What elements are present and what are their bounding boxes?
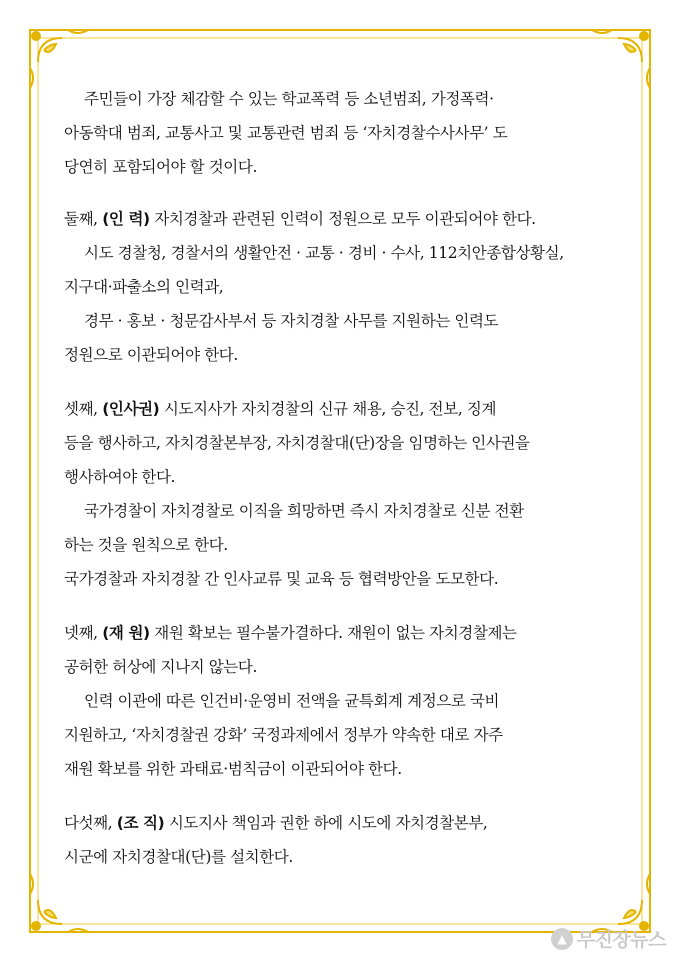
body-line: 자치경찰과 관련된 인력이 정원으로 모두 이관되어야 한다. [149, 210, 536, 228]
watermark [551, 925, 666, 952]
body-line: 시도지사 책임과 권한 하에 시도에 자치경찰본부, [164, 814, 488, 832]
section-heading-line [64, 622, 517, 644]
body-line: 정원으로 이관되어야 한다. [64, 346, 238, 364]
corner-ornament-top-left [30, 30, 88, 88]
section-heading: (인 력) [102, 210, 150, 228]
corner-ornament-top-right [592, 30, 650, 88]
section-heading: (조 직) [116, 814, 165, 832]
body-line: 시군에 자치경찰대(단)를 설치한다. [64, 848, 293, 866]
section-heading-line [64, 812, 487, 834]
section-heading: (인사권) [102, 400, 160, 418]
section-ordinal: 둘째, [64, 210, 103, 228]
body-line: 재원 확보를 위한 과태료·범칙금이 이관되어야 한다. [64, 760, 402, 778]
section-ordinal: 셋째, [64, 400, 103, 418]
body-line: 주민들이 가장 체감할 수 있는 학교폭력 등 소년범죄, 가정폭력· [84, 90, 494, 108]
body-line: 시도 경찰청, 경찰서의 생활안전 · 교통 · 경비 · 수사, 112치안종합상황실, [84, 244, 564, 262]
body-line: 행사하여야 한다. [64, 468, 176, 486]
section-heading-line [64, 208, 536, 230]
body-line: 인력 이관에 따른 인건비·운영비 전액을 균특회계 계정으로 국비 [84, 692, 500, 710]
section-ordinal: 다섯째, [64, 814, 117, 832]
watermark-text: 무진장뉴스 [576, 929, 666, 951]
body-line: 하는 것을 원칙으로 한다. [64, 536, 228, 554]
corner-ornament-bottom-right [592, 874, 650, 932]
body-line: 국가경찰이 자치경찰로 이직을 희망하면 즉시 자치경찰로 신분 전환 [84, 502, 524, 520]
section-heading-line [64, 398, 496, 420]
body-line: 등을 행사하고, 자치경찰본부장, 자치경찰대(단)장을 임명하는 인사권을 [64, 434, 530, 452]
body-line: 재원 확보는 필수불가결하다. 재원이 없는 자치경찰제는 [149, 624, 517, 642]
body-line: 지원하고, ‘자치경찰권 강화’ 국정과제에서 정부가 약속한 대로 자주 [64, 726, 503, 744]
body-line: 경무 · 홍보 · 청문감사부서 등 자치경찰 사무를 지원하는 인력도 [84, 312, 499, 330]
watermark-logo-icon: ▲ [551, 928, 573, 950]
body-line: 국가경찰과 자치경찰 간 인사교류 및 교육 등 협력방안을 도모한다. [64, 570, 499, 588]
body-line: 당연히 포함되어야 할 것이다. [64, 158, 257, 176]
corner-ornament-bottom-left [30, 874, 88, 932]
section-heading: (재 원) [102, 624, 150, 642]
body-line: 공허한 허상에 지나지 않는다. [64, 658, 257, 676]
body-line: 아동학대 범죄, 교통사고 및 교통관련 범죄 등 ‘자치경찰수사사무’ 도 [64, 124, 508, 142]
body-line: 지구대·파출소의 인력과, [64, 278, 224, 296]
body-line: 시도지사가 자치경찰의 신규 채용, 승진, 전보, 징계 [159, 400, 497, 418]
section-ordinal: 넷째, [64, 624, 103, 642]
